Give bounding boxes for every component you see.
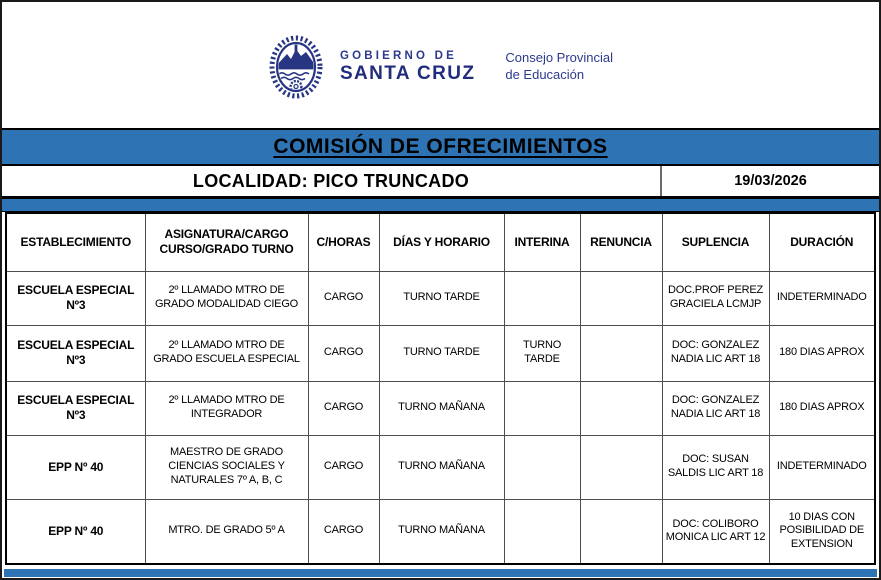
- cell-duracion: INDETERMINADO: [769, 435, 875, 499]
- letterhead: [2, 2, 879, 128]
- page-title: COMISIÓN DE OFRECIMIENTOS: [273, 135, 608, 158]
- cell-establecimiento: ESCUELA ESPECIAL Nº3: [6, 325, 145, 381]
- cell-dias-horario: TURNO MAÑANA: [379, 381, 504, 435]
- table-row: [6, 271, 875, 325]
- cell-suplencia: DOC: GONZALEZ NADIA LIC ART 18: [662, 325, 769, 381]
- table-row: [6, 435, 875, 499]
- cell-suplencia: DOC: SUSAN SALDIS LIC ART 18: [662, 435, 769, 499]
- cell-choras: CARGO: [308, 435, 379, 499]
- cell-choras: CARGO: [308, 381, 379, 435]
- cell-duracion: 180 DIAS APROX: [769, 325, 875, 381]
- cell-establecimiento: ESCUELA ESPECIAL Nº3: [6, 271, 145, 325]
- offers-table: [5, 212, 876, 565]
- table-row: [6, 499, 875, 564]
- cell-duracion: 180 DIAS APROX: [769, 381, 875, 435]
- cell-dias-horario: TURNO TARDE: [379, 325, 504, 381]
- cell-asignatura: 2º LLAMADO MTRO DE GRADO ESCUELA ESPECIAL: [145, 325, 308, 381]
- cell-interina: [504, 499, 580, 564]
- cell-asignatura: MTRO. DE GRADO 5º A: [145, 499, 308, 564]
- col-choras: C/HORAS: [308, 213, 379, 271]
- cell-interina: TURNO TARDE: [504, 325, 580, 381]
- table-row: [6, 381, 875, 435]
- cell-suplencia: DOC: GONZALEZ NADIA LIC ART 18: [662, 381, 769, 435]
- cell-renuncia: [580, 435, 662, 499]
- cell-duracion: INDETERMINADO: [769, 271, 875, 325]
- cell-dias-horario: TURNO MAÑANA: [379, 435, 504, 499]
- col-asignatura: ASIGNATURA/CARGO CURSO/GRADO TURNO: [145, 213, 308, 271]
- santa-cruz-crest-icon: [268, 35, 324, 99]
- cell-interina: [504, 435, 580, 499]
- date-value: 19/03/2026: [734, 173, 807, 189]
- consejo-line1: Consejo Provincial: [505, 50, 614, 66]
- cell-dias-horario: TURNO MAÑANA: [379, 499, 504, 564]
- col-establecimiento: ESTABLECIMIENTO: [6, 213, 145, 271]
- col-suplencia: SUPLENCIA: [662, 213, 769, 271]
- blue-divider-band: [2, 198, 879, 212]
- cell-interina: [504, 271, 580, 325]
- cell-choras: CARGO: [308, 499, 379, 564]
- cell-choras: CARGO: [308, 271, 379, 325]
- cell-suplencia: DOC: COLIBORO MONICA LIC ART 12: [662, 499, 769, 564]
- col-dias-horario: DÍAS Y HORARIO: [379, 213, 504, 271]
- cell-renuncia: [580, 499, 662, 564]
- locality-bar: [2, 166, 879, 198]
- cell-interina: [504, 381, 580, 435]
- locality-label: LOCALIDAD: PICO TRUNCADO: [2, 166, 662, 196]
- cell-asignatura: 2º LLAMADO MTRO DE GRADO MODALIDAD CIEGO: [145, 271, 308, 325]
- col-duracion: DURACIÓN: [769, 213, 875, 271]
- cell-renuncia: [580, 325, 662, 381]
- consejo-wordmark: [505, 50, 613, 84]
- col-renuncia: RENUNCIA: [580, 213, 662, 271]
- table-row: [6, 325, 875, 381]
- table-header-row: [6, 213, 875, 271]
- cell-establecimiento: EPP Nº 40: [6, 435, 145, 499]
- cell-choras: CARGO: [308, 325, 379, 381]
- consejo-line2: de Educación: [505, 67, 585, 82]
- col-interina: INTERINA: [504, 213, 580, 271]
- gobierno-wordmark: [340, 50, 475, 85]
- cell-dias-horario: TURNO TARDE: [379, 271, 504, 325]
- cell-suplencia: DOC.PROF PEREZ GRACIELA LCMJP: [662, 271, 769, 325]
- bottom-blue-band: [4, 569, 877, 577]
- cell-renuncia: [580, 271, 662, 325]
- santa-cruz-text: SANTA CRUZ: [339, 62, 476, 84]
- cell-duracion: 10 DIAS CON POSIBILIDAD DE EXTENSION: [769, 499, 875, 564]
- cell-asignatura: MAESTRO DE GRADO CIENCIAS SOCIALES Y NATURALES 7º A, B, C: [145, 435, 308, 499]
- title-band: [2, 128, 879, 166]
- cell-establecimiento: EPP Nº 40: [6, 499, 145, 564]
- cell-renuncia: [580, 381, 662, 435]
- cell-establecimiento: ESCUELA ESPECIAL Nº3: [6, 381, 145, 435]
- gobierno-de-text: GOBIERNO DE: [339, 49, 457, 62]
- cell-asignatura: 2º LLAMADO MTRO DE INTEGRADOR: [145, 381, 308, 435]
